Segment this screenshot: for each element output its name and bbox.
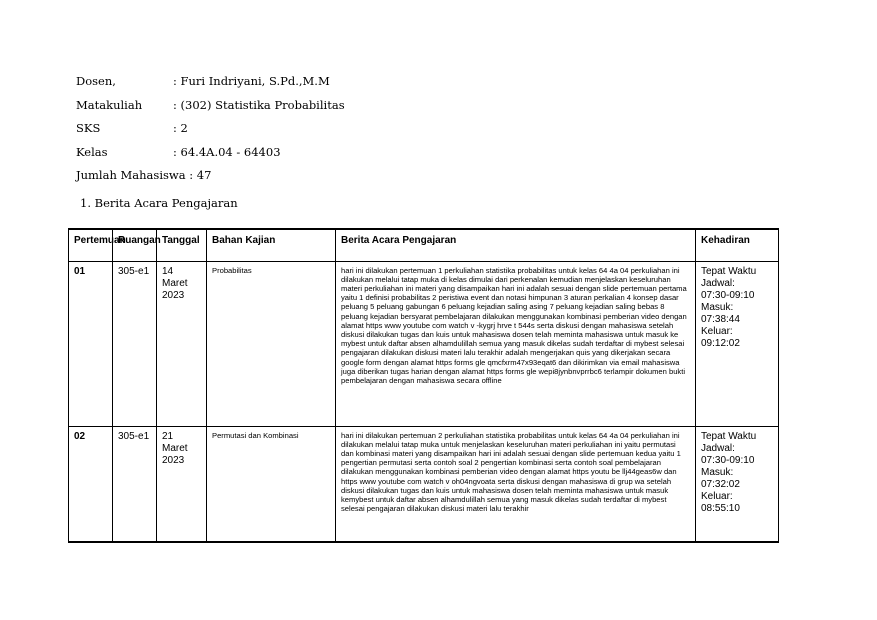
cell-bahan-kajian: Permutasi dan Kombinasi (207, 426, 336, 542)
attendance-in-label: Masuk: (701, 466, 734, 478)
cell-ruangan: 305-e1 (113, 426, 157, 542)
attendance-out-label: Keluar: (701, 325, 733, 337)
sks-value: : 2 (173, 121, 188, 135)
table-row (69, 426, 779, 542)
dosen-label: Dosen, (76, 74, 116, 88)
attendance-in-label: Masuk: (701, 301, 734, 313)
cell-ruangan: 305-e1 (113, 261, 157, 426)
header-kehadiran: Kehadiran (696, 229, 779, 261)
cell-pertemuan: 01 (69, 261, 113, 426)
sks-row (76, 117, 211, 141)
table-header-row (69, 229, 779, 261)
matakuliah-row (76, 94, 345, 118)
header-ruangan: Ruangan (113, 229, 157, 261)
teaching-report-table (68, 228, 779, 543)
dosen-row (76, 70, 330, 94)
attendance-out: 08:55:10 (701, 502, 740, 514)
dosen-value: : Furi Indriyani, S.Pd.,M.M (173, 74, 330, 88)
cell-kehadiran (696, 261, 779, 426)
attendance-schedule-label: Jadwal: (701, 277, 735, 289)
header-pertemuan: Pertemuan (69, 229, 113, 261)
attendance-out: 09:12:02 (701, 337, 740, 349)
cell-berita-acara: hari ini dilakukan pertemuan 2 perkuliahan statistika probabilitas untuk kelas 64 4a 04 perkuliahan ini dilakukan melalui tatap muka untuk menjelaskan keseluruhan materi perkuliahan ini yaitu permutasi dan kombinasi materi yang disampaikan hari ini adalah sesuai dengan slide pertemuan kedua yaitu 1 pengertian permutasi serta contoh soal 2 pengertian kombinasi serta contoh soal pembelajaran dilakukan menggunakan kombinasi pemberian video dengan alamat https youtu be llj44geas6w dan https www youtube com watch v oh04ngvoata serta diskusi dengan mahasiswa di grup wa setelah diskusi dilakukan tugas dan kuis untuk mahasiswa dosen telah meminta mahasiswa untuk masuk kemybest untuk daftar absen alhamdulillah semua yang masuk dikelas sudah terdaftar di mybest selesai pengajaran dilakukan diskusi materi lalu terakhir (336, 426, 696, 542)
attendance-in: 07:32:02 (701, 478, 740, 490)
attendance-schedule: 07:30-09:10 (701, 289, 755, 301)
kelas-label: Kelas (76, 144, 108, 159)
matakuliah-label: Matakuliah (76, 97, 143, 112)
cell-kehadiran (696, 426, 779, 542)
jumlah-value: : 47 (189, 168, 212, 182)
course-info (76, 70, 345, 188)
header-berita-acara: Berita Acara Pengajaran (336, 229, 696, 261)
jumlah-label: Jumlah Mahasiswa (76, 168, 186, 182)
header-bahan-kajian: Bahan Kajian (207, 229, 336, 261)
attendance-status: Tepat Waktu (701, 265, 757, 277)
kelas-value: : 64.4A.04 - 64403 (173, 144, 281, 159)
sks-label: SKS (76, 121, 101, 135)
attendance-schedule-label: Jadwal: (701, 442, 735, 454)
kelas-row (76, 141, 281, 165)
cell-tanggal: 21 Maret 2023 (157, 426, 207, 542)
attendance-in: 07:38:44 (701, 313, 740, 325)
cell-berita-acara: hari ini dilakukan pertemuan 1 perkuliahan statistika probabilitas untuk kelas 64 4a 04 perkuliahan ini dilakukan melalui tatap muka di kelas dimulai dari perkenalan kemudian menjelaskan keseluruhan materi perkuliahan ini materi yang disampaikan hari ini adalah sesuai dengan slide pertemuan pertama yaitu 1 definisi probabilitas 2 peristiwa event dan notasi himpunan 3 aturan perkalian 4 konsep dasar peluang 5 peluang gabungan 6 peluang kejadian saling asing 7 peluang kejadian saling bebas 8 peluang kejadian bersyarat pembelajaran dilakukan menggunakan kombinasi pemberian video dengan alamat https www youtube com watch v -kygrj hrve t 544s serta diskusi dengan mahasiswa setelah diskusi dilakukan tugas dan kuis untuk mahasiswa dosen telah meminta mahasiswa untuk masuk ke mybest untuk daftar absen alhamdulillah semua yang masuk dikelas sudah terdaftar di mybest selesai pengajaran dilakukan diskusi materi lalu terakhir adalah mengerjakan quis yang dikerjakan secara google form dengan alamat https forms gle qmcfxrm47x93eqat6 dan dikirimkan via email mahasiswa juga diberikan tugas harian dengan alamat https forms gle wepi8jynbnvprrbc6 terlampir dokumen bukti pembelajaran dengan mahasiswa secara offline (336, 261, 696, 426)
cell-tanggal: 14 Maret 2023 (157, 261, 207, 426)
matakuliah-value: : (302) Statistika Probabilitas (173, 97, 345, 112)
header-tanggal: Tanggal (157, 229, 207, 261)
attendance-out-label: Keluar: (701, 490, 733, 502)
section-title: 1. Berita Acara Pengajaran (80, 196, 238, 210)
attendance-status: Tepat Waktu (701, 430, 757, 442)
jumlah-row (76, 164, 211, 188)
cell-bahan-kajian: Probabilitas (207, 261, 336, 426)
attendance-schedule: 07:30-09:10 (701, 454, 755, 466)
cell-pertemuan: 02 (69, 426, 113, 542)
table-row (69, 261, 779, 426)
